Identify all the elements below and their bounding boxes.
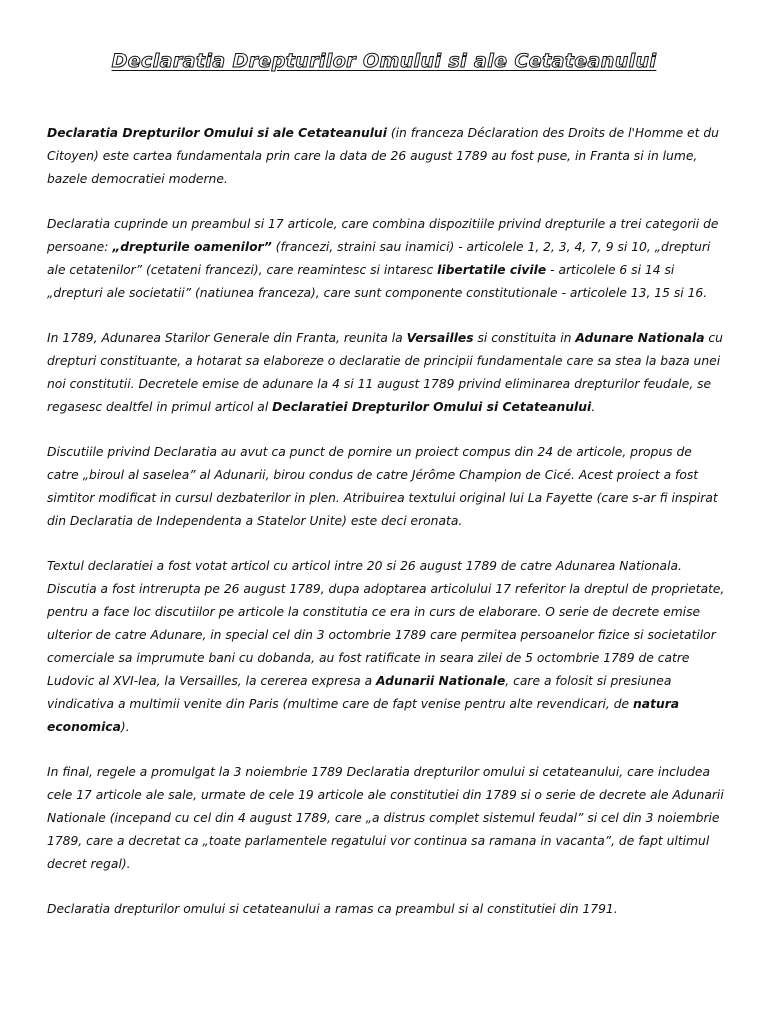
paragraph-text: Declaratia drepturilor omului si cetateanului a ramas ca preambul si al constitutiei din 1791. [47, 902, 618, 916]
paragraph-text: ). [120, 720, 130, 734]
paragraph-text: cu drepturi constituante, a hotarat sa elaboreze o declaratie de principii fundamentale care sa stea la baza unei noi constitutii. Decretele emise de adunare la 4 si 11 august 1789 privind eliminarea drepturilor feudale, se regasesc dealtfel in primul articol al [47, 331, 723, 414]
paragraph-3 [47, 327, 727, 419]
bold-term: natura economica [47, 697, 680, 734]
paragraph-text: Textul declaratiei a fost votat articol cu articol intre 20 si 26 august 1789 de catre Adunarea Nationala. Discutia a fost intrerupta pe 26 august 1789, dupa adoptarea articolului 17 referitor la dreptul de proprietate, pentru a face loc discutiilor pe articole la constitutia ce era in curs de elaborare. O serie de decrete emise ulterior de catre Adunare, in special cel din 3 octombrie 1789 care permitea persoanelor fizice si societatilor comerciale sa imprumute bani cu dobanda, au fost ratificate in seara zilei de 5 octombrie 1789 de catre Ludovic al XVI-lea, la Versailles, la cererea expresa a [47, 559, 725, 688]
paragraph-7 [47, 898, 727, 921]
bold-term: Declaratia Drepturilor Omului si ale Cetateanului [47, 126, 387, 140]
paragraph-text: si constituita in [473, 331, 576, 345]
paragraph-text: - articolele 6 si 14 si „drepturi ale societatii” (natiunea franceza), care sunt componente constitutionale - articolele 13, 15 si 16. [47, 263, 708, 300]
document-title: Declaratia Drepturilor Omului si ale Cetateanului [111, 50, 657, 72]
paragraph-6 [47, 761, 727, 876]
paragraph-text: In final, regele a promulgat la 3 noiembrie 1789 Declaratia drepturilor omului si cetateanului, care includea cele 17 articole ale sale, urmate de cele 19 articole ale constitutiei din 1789 si o serie de decrete ale Adunarii Nationale (incepand cu cel din 4 august 1789, care „a distrus complet sistemul feudal” si cel din 3 noiembrie 1789, care a decretat ca „toate parlamentele regatului vor continua sa ramana in vacanta”, de fapt ultimul decret regal). [47, 765, 724, 871]
paragraph-text: (francezi, straini sau inamici) - articolele 1, 2, 3, 4, 7, 9 si 10, „drepturi ale cetatenilor” (cetateni francezi), care reamintesc si intaresc [47, 240, 711, 277]
document-body [47, 122, 727, 943]
paragraph-5 [47, 555, 727, 739]
bold-term: libertatile civile [437, 263, 547, 277]
paragraph-text: Discutiile privind Declaratia au avut ca punct de pornire un proiect compus din 24 de articole, propus de catre „biroul al saselea” al Adunarii, birou condus de catre Jérôme Champion de Cicé. Acest proiect a fost simtitor modificat in cursul dezbaterilor in plen. Atribuirea textului original lui La Fayette (care s-ar fi inspirat din Declaratia de Independenta a Statelor Unite) este deci eronata. [47, 445, 718, 528]
paragraph-text: . [591, 400, 596, 414]
paragraph-text: In 1789, Adunarea Starilor Generale din Franta, reunita la [47, 331, 407, 345]
bold-term: Adunare Nationala [575, 331, 705, 345]
paragraph-text: , care a folosit si presiunea vindicativa a multimii venite din Paris (multime care de fapt venise pentru alte revendicari, de [47, 674, 672, 711]
paragraph-4 [47, 441, 727, 533]
bold-term: „drepturile oamenilor” [112, 240, 272, 254]
paragraph-1 [47, 122, 727, 191]
paragraph-2 [47, 213, 727, 305]
bold-term: Versailles [406, 331, 474, 345]
paragraph-text: (in franceza Déclaration des Droits de l'Homme et du Citoyen) este cartea fundamentala prin care la data de 26 august 1789 au fost puse, in Franta si in lume, bazele democratiei moderne. [47, 126, 719, 186]
bold-term: Declaratiei Drepturilor Omului si Cetateanului [272, 400, 592, 414]
paragraph-text: Declaratia cuprinde un preambul si 17 articole, care combina dispozitiile privind drepturile a trei categorii de persoane: [47, 217, 719, 254]
bold-term: Adunarii Nationale [376, 674, 506, 688]
